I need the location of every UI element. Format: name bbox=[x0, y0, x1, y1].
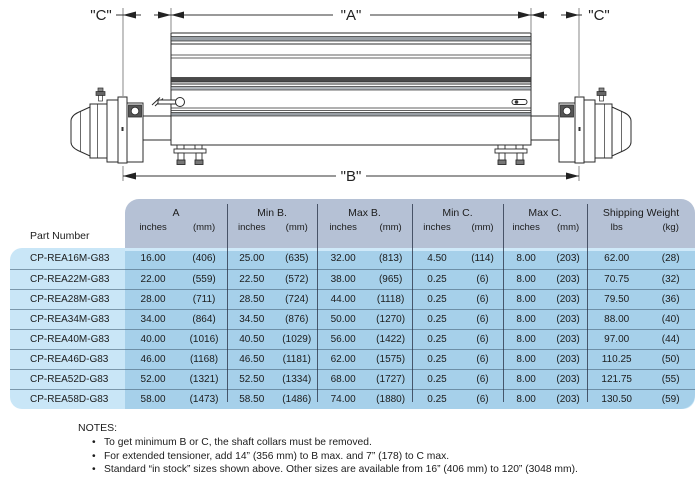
a-cell: 58.00 (1473) bbox=[140, 394, 219, 405]
unit-label: inches bbox=[512, 222, 540, 233]
min-c-cell: 0.25 (6) bbox=[427, 374, 489, 385]
part-number-cell: CP-REA40M-G83 bbox=[30, 334, 110, 345]
column-separator bbox=[317, 204, 318, 402]
part-number-cell: CP-REA22M-G83 bbox=[30, 274, 110, 285]
table-row bbox=[10, 369, 695, 389]
column-label: Min B. bbox=[257, 207, 287, 219]
unit-label: inches bbox=[139, 222, 167, 233]
table-row bbox=[10, 289, 695, 309]
min-b-cell: 25.00 (635) bbox=[239, 253, 309, 264]
max-b-cell: 62.00 (1575) bbox=[330, 354, 406, 365]
max-c-cell: 8.00 (203) bbox=[516, 274, 580, 285]
column-separator bbox=[412, 204, 413, 402]
table-header-band bbox=[125, 199, 695, 248]
weight-cell: 110.25 (50) bbox=[601, 354, 680, 365]
weight-cell: 62.00 (28) bbox=[604, 253, 680, 264]
note-item bbox=[78, 436, 678, 450]
unit-label: (mm) bbox=[285, 222, 308, 233]
dim-label-b: "B" bbox=[340, 168, 362, 185]
max-b-cell: 50.00 (1270) bbox=[330, 314, 406, 325]
min-b-cell: 22.50 (572) bbox=[239, 274, 309, 285]
max-b-cell: 74.00 (1880) bbox=[330, 394, 406, 405]
min-b-cell: 52.50 (1334) bbox=[239, 374, 312, 385]
weight-cell: 121.75 (55) bbox=[601, 374, 680, 385]
min-c-cell: 4.50 (114) bbox=[427, 253, 494, 264]
notes-section bbox=[78, 421, 678, 477]
mounting-feet bbox=[174, 145, 206, 165]
min-b-cell: 58.50 (1486) bbox=[239, 394, 312, 405]
axle-body bbox=[171, 33, 531, 145]
part-number-cell: CP-REA58D-G83 bbox=[30, 394, 109, 405]
note-text: Standard “in stock” sizes shown above. Other sizes are available from 16” (406 mm) to 120” (3048 mm). bbox=[104, 464, 578, 476]
max-c-cell: 8.00 (203) bbox=[516, 334, 580, 345]
weight-cell: 79.50 (36) bbox=[604, 294, 680, 305]
unit-label: inches bbox=[329, 222, 357, 233]
axle-technical-drawing bbox=[0, 0, 700, 196]
max-b-cell: 68.00 (1727) bbox=[330, 374, 406, 385]
table-row bbox=[10, 249, 695, 269]
min-b-cell: 34.50 (876) bbox=[239, 314, 309, 325]
table-body bbox=[10, 248, 695, 409]
column-separator bbox=[227, 204, 228, 402]
part-number-header: Part Number bbox=[30, 230, 90, 242]
max-c-cell: 8.00 (203) bbox=[516, 394, 580, 405]
column-label: Min C. bbox=[442, 207, 473, 219]
column-group-shipping-weight bbox=[587, 199, 695, 248]
max-c-cell: 8.00 (203) bbox=[516, 354, 580, 365]
table-body-rows bbox=[10, 249, 695, 409]
a-cell: 28.00 (711) bbox=[140, 294, 216, 305]
note-text: For extended tensioner, add 14” (356 mm) to B max. and 7” (178) to C max. bbox=[104, 450, 450, 462]
part-number-cell: CP-REA28M-G83 bbox=[30, 294, 110, 305]
a-cell: 34.00 (864) bbox=[140, 314, 216, 325]
weight-cell: 130.50 (59) bbox=[601, 394, 680, 405]
a-cell: 40.00 (1016) bbox=[140, 334, 219, 345]
unit-label: (kg) bbox=[662, 222, 679, 233]
unit-label: (mm) bbox=[192, 222, 216, 233]
part-number-cell: CP-REA52D-G83 bbox=[30, 374, 109, 385]
hub-assembly-left bbox=[71, 88, 171, 163]
column-label: A bbox=[172, 207, 180, 219]
part-number-cell: CP-REA34M-G83 bbox=[30, 314, 110, 325]
min-c-cell: 0.25 (6) bbox=[427, 354, 489, 365]
max-b-cell: 38.00 (965) bbox=[330, 274, 403, 285]
part-number-cell: CP-REA46D-G83 bbox=[30, 354, 109, 365]
dim-label-a: "A" bbox=[340, 7, 362, 24]
latch-left bbox=[152, 98, 185, 107]
unit-label: lbs bbox=[610, 222, 623, 233]
part-number-cell: CP-REA16M-G83 bbox=[30, 253, 110, 264]
column-separator bbox=[587, 204, 588, 402]
column-group-max-c bbox=[503, 199, 587, 248]
min-c-cell: 0.25 (6) bbox=[427, 314, 489, 325]
min-c-cell: 0.25 (6) bbox=[427, 274, 489, 285]
unit-label: inches bbox=[423, 222, 451, 233]
note-item bbox=[78, 463, 678, 477]
note-text: To get minimum B or C, the shaft collars must be removed. bbox=[104, 437, 372, 448]
weight-cell: 70.75 (32) bbox=[604, 274, 680, 285]
bullet-icon: • bbox=[92, 437, 96, 448]
column-group-min-b bbox=[227, 199, 317, 248]
max-c-cell: 8.00 (203) bbox=[516, 374, 580, 385]
min-c-cell: 0.25 (6) bbox=[427, 394, 489, 405]
hub-assembly-right bbox=[531, 88, 631, 163]
mounting-feet-right bbox=[495, 145, 527, 165]
min-c-cell: 0.25 (6) bbox=[427, 334, 489, 345]
a-cell: 22.00 (559) bbox=[140, 274, 216, 285]
unit-label: (mm) bbox=[471, 222, 494, 233]
a-cell: 52.00 (1321) bbox=[140, 374, 219, 385]
table-row bbox=[10, 269, 695, 289]
table-row bbox=[10, 309, 695, 329]
dim-label-right-c: "C" bbox=[588, 7, 610, 24]
bullet-icon: • bbox=[92, 464, 96, 476]
unit-label: (mm) bbox=[379, 222, 402, 233]
a-cell: 16.00 (406) bbox=[140, 253, 216, 264]
column-group-a bbox=[125, 199, 227, 248]
column-separator bbox=[503, 204, 504, 402]
weight-cell: 88.00 (40) bbox=[604, 314, 680, 325]
bullet-icon: • bbox=[92, 450, 96, 462]
column-label: Max C. bbox=[528, 207, 562, 219]
notes-heading: NOTES: bbox=[78, 422, 118, 434]
latch-right bbox=[512, 100, 527, 105]
column-group-min-c bbox=[412, 199, 503, 248]
max-b-cell: 56.00 (1422) bbox=[330, 334, 406, 345]
max-c-cell: 8.00 (203) bbox=[516, 314, 580, 325]
weight-cell: 97.00 (44) bbox=[604, 334, 680, 345]
max-b-cell: 44.00 (1118) bbox=[330, 294, 405, 305]
min-b-cell: 40.50 (1029) bbox=[239, 334, 312, 345]
unit-label: inches bbox=[238, 222, 266, 233]
table-row bbox=[10, 329, 695, 349]
note-item bbox=[78, 450, 678, 464]
min-b-cell: 46.50 (1181) bbox=[239, 354, 311, 365]
column-label: Shipping Weight bbox=[602, 207, 680, 219]
min-b-cell: 28.50 (724) bbox=[239, 294, 309, 305]
min-c-cell: 0.25 (6) bbox=[427, 294, 489, 305]
column-label: Max B. bbox=[348, 207, 381, 219]
column-group-max-b bbox=[317, 199, 412, 248]
max-c-cell: 8.00 (203) bbox=[516, 253, 580, 264]
unit-label: (mm) bbox=[557, 222, 580, 233]
table-row bbox=[10, 349, 695, 369]
a-cell: 46.00 (1168) bbox=[140, 354, 219, 365]
notes-list bbox=[78, 436, 678, 477]
max-b-cell: 32.00 (813) bbox=[330, 253, 403, 264]
table-row bbox=[10, 389, 695, 409]
dim-label-left-c: "C" bbox=[90, 7, 112, 24]
max-c-cell: 8.00 (203) bbox=[516, 294, 580, 305]
